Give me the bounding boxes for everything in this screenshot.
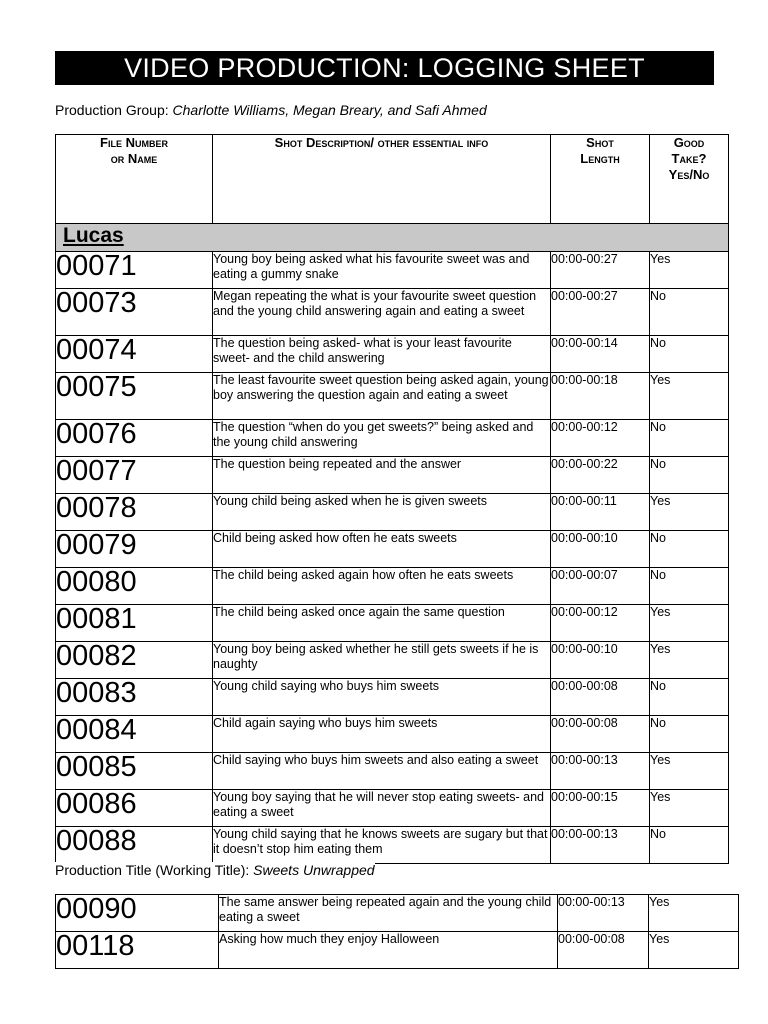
shot-length: 00:00-00:12 <box>551 605 650 642</box>
file-number: 00090 <box>56 895 219 932</box>
shot-length: 00:00-00:27 <box>551 252 650 289</box>
column-header-good-line1: Good <box>673 135 705 150</box>
shot-description: The child being asked once again the same question <box>213 605 551 642</box>
page-title: VIDEO PRODUCTION: LOGGING SHEET <box>55 51 714 85</box>
shot-description: Asking how much they enjoy Halloween <box>219 932 558 969</box>
production-group <box>55 102 487 118</box>
shot-length: 00:00-00:08 <box>551 716 650 753</box>
shot-length: 00:00-00:12 <box>551 420 650 457</box>
shot-description: The question “when do you get sweets?” being asked and the young child answering <box>213 420 551 457</box>
good-take: Yes <box>650 252 729 289</box>
column-header-good-line3: Yes/No <box>668 167 710 182</box>
table-row <box>56 457 729 494</box>
good-take: No <box>650 716 729 753</box>
table-row <box>56 753 729 790</box>
table-row <box>56 336 729 373</box>
table-row <box>56 827 729 864</box>
shot-length: 00:00-00:13 <box>551 827 650 864</box>
shot-description: Megan repeating the what is your favourite sweet question and the young child answering again and eating a sweet <box>213 289 551 336</box>
shot-length: 00:00-00:10 <box>551 642 650 679</box>
shot-description: The child being asked again how often he eats sweets <box>213 568 551 605</box>
file-number: 00081 <box>56 605 213 642</box>
table-row <box>56 252 729 289</box>
shot-length: 00:00-00:07 <box>551 568 650 605</box>
table-row <box>56 531 729 568</box>
production-title-value: Sweets Unwrapped <box>253 862 375 878</box>
shot-description: Young child being asked when he is given sweets <box>213 494 551 531</box>
section-row <box>56 224 729 252</box>
logging-table-continued <box>55 894 739 969</box>
file-number: 00085 <box>56 753 213 790</box>
shot-length: 00:00-00:10 <box>551 531 650 568</box>
good-take: Yes <box>649 932 739 969</box>
good-take: Yes <box>650 494 729 531</box>
table-row <box>56 679 729 716</box>
good-take: No <box>650 827 729 864</box>
production-title-label: Production Title (Working Title): <box>55 862 250 878</box>
column-header-length <box>551 135 650 224</box>
shot-description: Young boy being asked whether he still gets sweets if he is naughty <box>213 642 551 679</box>
section-name: Lucas <box>63 224 124 247</box>
good-take: Yes <box>650 605 729 642</box>
good-take: Yes <box>649 895 739 932</box>
table-row <box>56 932 739 969</box>
file-number: 00084 <box>56 716 213 753</box>
good-take: Yes <box>650 790 729 827</box>
shot-description: Child saying who buys him sweets and also eating a sweet <box>213 753 551 790</box>
production-group-label: Production Group: <box>55 102 169 118</box>
file-number: 00083 <box>56 679 213 716</box>
column-header-file-line2: or Name <box>110 151 158 166</box>
good-take: No <box>650 531 729 568</box>
good-take: No <box>650 457 729 494</box>
shot-description: Child again saying who buys him sweets <box>213 716 551 753</box>
column-header-file-line1: File Number <box>100 135 168 150</box>
column-header-length-line1: Shot <box>586 135 614 150</box>
production-group-names: Charlotte Williams, Megan Breary, and Safi Ahmed <box>172 102 487 118</box>
table-row <box>56 605 729 642</box>
good-take: No <box>650 289 729 336</box>
column-header-good-take <box>650 135 729 224</box>
column-header-file <box>56 135 213 224</box>
shot-description: Young child saying that he knows sweets are sugary but that it doesn’t stop him eating them <box>213 827 551 864</box>
file-number: 00075 <box>56 373 213 420</box>
file-number: 00071 <box>56 252 213 289</box>
column-header-description <box>213 135 551 224</box>
good-take: No <box>650 568 729 605</box>
file-number: 00080 <box>56 568 213 605</box>
logging-table <box>55 134 729 864</box>
file-number: 00073 <box>56 289 213 336</box>
shot-description: The question being repeated and the answer <box>213 457 551 494</box>
production-title <box>55 862 375 878</box>
shot-length: 00:00-00:13 <box>551 753 650 790</box>
shot-length: 00:00-00:11 <box>551 494 650 531</box>
table-row <box>56 289 729 336</box>
file-number: 00077 <box>56 457 213 494</box>
column-header-description-text: Shot Description/ other essential info <box>274 135 489 150</box>
shot-description: The question being asked- what is your least favourite sweet- and the child answering <box>213 336 551 373</box>
table-row <box>56 895 739 932</box>
table-row <box>56 420 729 457</box>
shot-description: Young boy being asked what his favourite sweet was and eating a gummy snake <box>213 252 551 289</box>
good-take: No <box>650 420 729 457</box>
table-row <box>56 568 729 605</box>
column-header-good-line2: Take? <box>671 151 707 166</box>
good-take: Yes <box>650 753 729 790</box>
shot-length: 00:00-00:08 <box>551 679 650 716</box>
file-number: 00118 <box>56 932 219 969</box>
table-row <box>56 494 729 531</box>
table-row <box>56 642 729 679</box>
shot-length: 00:00-00:22 <box>551 457 650 494</box>
shot-description: Young child saying who buys him sweets <box>213 679 551 716</box>
shot-description: The least favourite sweet question being asked again, young boy answering the question again and eating a sweet <box>213 373 551 420</box>
shot-length: 00:00-00:14 <box>551 336 650 373</box>
shot-description: The same answer being repeated again and the young child eating a sweet <box>219 895 558 932</box>
table-row <box>56 373 729 420</box>
good-take: Yes <box>650 642 729 679</box>
column-header-length-line2: Length <box>580 151 620 166</box>
file-number: 00074 <box>56 336 213 373</box>
good-take: No <box>650 679 729 716</box>
section-cell <box>56 224 729 252</box>
file-number: 00076 <box>56 420 213 457</box>
shot-length: 00:00-00:13 <box>558 895 649 932</box>
shot-length: 00:00-00:15 <box>551 790 650 827</box>
table-row <box>56 790 729 827</box>
shot-length: 00:00-00:27 <box>551 289 650 336</box>
shot-description: Young boy saying that he will never stop eating sweets- and eating a sweet <box>213 790 551 827</box>
good-take: No <box>650 336 729 373</box>
file-number: 00079 <box>56 531 213 568</box>
file-number: 00086 <box>56 790 213 827</box>
table-row <box>56 716 729 753</box>
file-number: 00088 <box>56 827 213 864</box>
file-number: 00078 <box>56 494 213 531</box>
shot-length: 00:00-00:18 <box>551 373 650 420</box>
file-number: 00082 <box>56 642 213 679</box>
shot-description: Child being asked how often he eats sweets <box>213 531 551 568</box>
good-take: Yes <box>650 373 729 420</box>
shot-length: 00:00-00:08 <box>558 932 649 969</box>
table-header-row <box>56 135 729 224</box>
